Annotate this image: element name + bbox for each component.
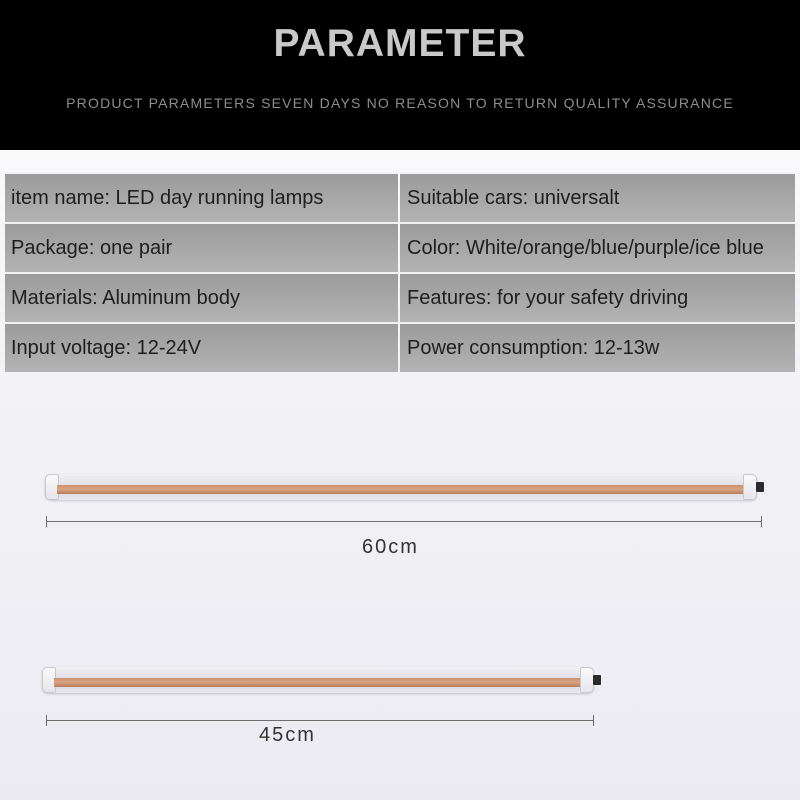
length-label-60cm: 60cm bbox=[362, 536, 419, 558]
param-power-consumption: Power consumption: 12-13w bbox=[400, 322, 795, 372]
dimension-line-60cm bbox=[46, 521, 762, 522]
header-banner bbox=[0, 0, 800, 150]
param-package: Package: one pair bbox=[5, 222, 398, 272]
param-materials: Materials: Aluminum body bbox=[5, 272, 398, 322]
param-suitable-cars: Suitable cars: universalt bbox=[400, 172, 795, 222]
connector-plug bbox=[593, 675, 601, 685]
led-strip-60cm-image bbox=[45, 474, 757, 500]
param-input-voltage: Input voltage: 12-24V bbox=[5, 322, 398, 372]
led-strip-45cm-image bbox=[42, 667, 594, 693]
param-item-name: item name: LED day running lamps bbox=[5, 172, 398, 222]
page-title: PARAMETER bbox=[273, 22, 527, 65]
param-features: Features: for your safety driving bbox=[400, 272, 795, 322]
dimension-line-45cm bbox=[46, 720, 594, 721]
parameter-table bbox=[5, 172, 795, 372]
page-subtitle: PRODUCT PARAMETERS SEVEN DAYS NO REASON TO RETURN QUALITY ASSURANCE bbox=[66, 95, 734, 111]
length-label-45cm: 45cm bbox=[259, 724, 316, 746]
param-color: Color: White/orange/blue/purple/ice blue bbox=[400, 222, 795, 272]
connector-plug bbox=[756, 482, 764, 492]
